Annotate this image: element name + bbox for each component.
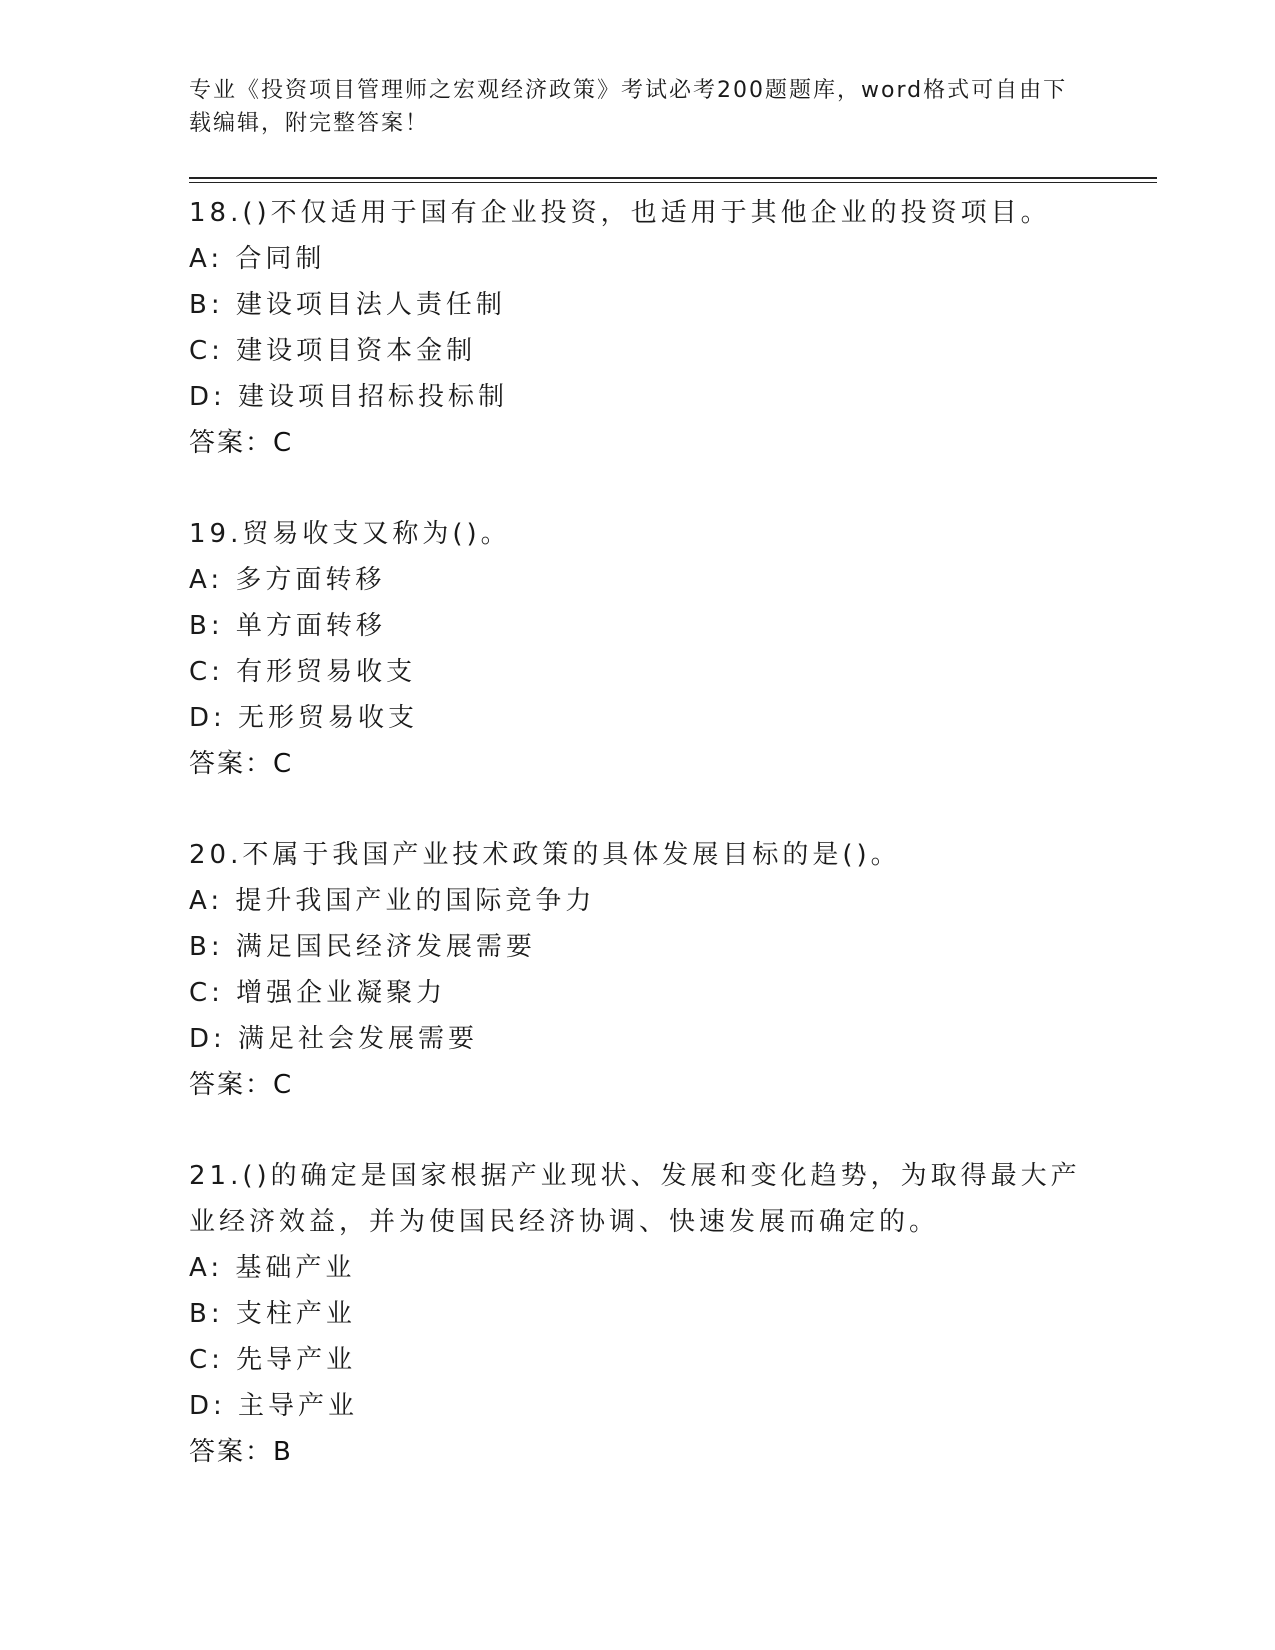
answer-line [189, 420, 1089, 466]
question-stem: 19.贸易收支又称为()。 [189, 519, 511, 549]
option-b: B: 支柱产业 [189, 1299, 356, 1329]
question-19 [189, 511, 1089, 787]
answer-line [189, 1429, 1089, 1475]
option-c: C: 有形贸易收支 [189, 657, 417, 687]
option-b: B: 满足国民经济发展需要 [189, 932, 536, 962]
option-a: A: 基础产业 [189, 1253, 356, 1283]
option-a: A: 多方面转移 [189, 565, 386, 595]
answer-line [189, 1062, 1089, 1108]
answer-value: B [273, 1437, 292, 1467]
header-divider-thick [189, 177, 1157, 179]
option-b: B: 建设项目法人责任制 [189, 290, 506, 320]
option-d: D: 建设项目招标投标制 [189, 382, 509, 412]
option-a: A: 提升我国产业的国际竞争力 [189, 886, 596, 916]
option-d: D: 满足社会发展需要 [189, 1024, 479, 1054]
option-c: C: 先导产业 [189, 1345, 357, 1375]
header-divider-thin [189, 182, 1157, 183]
option-b: B: 单方面转移 [189, 611, 386, 641]
question-18 [189, 190, 1089, 466]
answer-label: 答案： [189, 428, 274, 458]
question-21 [189, 1153, 1089, 1475]
option-c: C: 建设项目资本金制 [189, 336, 477, 366]
question-list [189, 190, 1089, 1475]
answer-label: 答案： [189, 1437, 274, 1467]
option-c: C: 增强企业凝聚力 [189, 978, 447, 1008]
option-d: D: 无形贸易收支 [189, 703, 419, 733]
question-20 [189, 832, 1089, 1108]
option-a: A: 合同制 [189, 244, 326, 274]
answer-line [189, 741, 1089, 787]
answer-label: 答案： [189, 1070, 274, 1100]
answer-label: 答案： [189, 749, 274, 779]
question-stem: 18.()不仅适用于国有企业投资，也适用于其他企业的投资项目。 [189, 198, 1051, 228]
question-stem: 21.()的确定是国家根据产业现状、发展和变化趋势，为取得最大产业经济效益，并为使国民经济协调、快速发展而确定的。 [189, 1161, 1081, 1237]
answer-value: C [273, 1070, 293, 1100]
answer-value: C [273, 749, 293, 779]
option-d: D: 主导产业 [189, 1391, 359, 1421]
document-intro: 专业《投资项目管理师之宏观经济政策》考试必考200题题库，word格式可自由下载编辑，附完整答案！ [189, 78, 1068, 136]
question-stem: 20.不属于我国产业技术政策的具体发展目标的是()。 [189, 840, 901, 870]
answer-value: C [273, 428, 293, 458]
